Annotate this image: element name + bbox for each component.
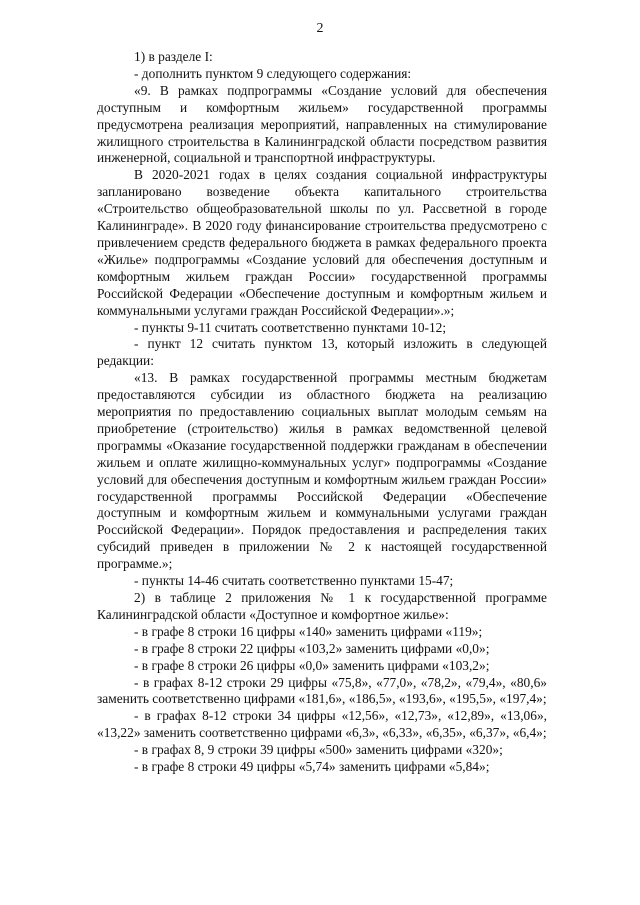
paragraph: - в графах 8-12 строки 29 цифры «75,8», «77,0», «78,2», «79,4», «80,6» заменить соответственно цифрами «181,6», «186,5», «193,6», «195,5», «197,4»; [97,674,547,707]
paragraph: 2) в таблице 2 приложения № 1 к государственной программе Калининградской области «Доступное и комфортное жилье»: [97,590,547,622]
paragraph: - в графе 8 строки 22 цифры «103,2» заменить цифрами «0,0»; [134,640,490,656]
paragraph: - дополнить пунктом 9 следующего содержания: [134,65,412,81]
paragraph: «9. В рамках подпрограммы «Создание условий для обеспечения доступным и комфортным жильем» государственной программы предусмотрена реализация мероприятий, направленных на стимулирование жилищного строительства в Калининградской области посредством развития инженерной, социальной и транспортной инфраструктуры. [97,82,547,166]
paragraph: - в графах 8, 9 строки 39 цифры «500» заменить цифрами «320»; [134,742,503,758]
paragraph: - в графе 8 строки 49 цифры «5,74» заменить цифрами «5,84»; [134,759,490,775]
paragraph: 1) в разделе I: [134,49,213,64]
paragraph: «13. В рамках государственной программы местным бюджетам предоставляются субсидии из областного бюджета на реализацию мероприятия по предоставлению социальных выплат молодым семьям на приобретение (строительство) жилья в рамках ведомственной целевой программы «Оказание государственной поддержки гражданам в обеспечении жильем и оплате жилищно-коммунальных услуг» подпрограммы «Создание условий для обеспечения доступным и комфортным жильем граждан России» государственной программы Российской Федерации «Обеспечение доступным и комфортным жильем и коммунальными услугами граждан Российской Федерации». Порядок предоставления и распределения таких субсидий приведен в приложении № 2 к настоящей государственной программе.»; [97,370,547,572]
page-number: 2 [316,21,324,36]
paragraph: - в графе 8 строки 16 цифры «140» заменить цифрами «119»; [134,623,483,639]
paragraph: - пункты 14-46 считать соответственно пунктами 15-47; [134,573,454,589]
paragraph: - пункты 9-11 считать соответственно пунктами 10-12; [134,319,447,335]
paragraph: - пункт 12 считать пунктом 13, который изложить в следующей редакции: [97,336,547,369]
document-body [97,49,547,776]
paragraph: В 2020-2021 годах в целях создания социальной инфраструктуры запланировано возведение объекта капитального строительства «Строительство общеобразовательной школы по ул. Рассветной в городе Калининграде». В 2020 году финансирование строительства предусмотрено с привлечением средств федерального бюджета в рамках федерального проекта «Жилье» подпрограммы «Создание условий для обеспечения доступным и комфортным жильем граждан России» государственной программы Российской Федерации «Обеспечение доступным и комфортным жильем и коммунальными услугами граждан Российской Федерации».»; [97,167,547,318]
paragraph: - в графах 8-12 строки 34 цифры «12,56», «12,73», «12,89», «13,06», «13,22» заменить соответственно цифрами «6,3», «6,33», «6,35», «6,37», «6,4»; [97,708,547,741]
paragraph: - в графе 8 строки 26 цифры «0,0» заменить цифрами «103,2»; [134,657,490,673]
